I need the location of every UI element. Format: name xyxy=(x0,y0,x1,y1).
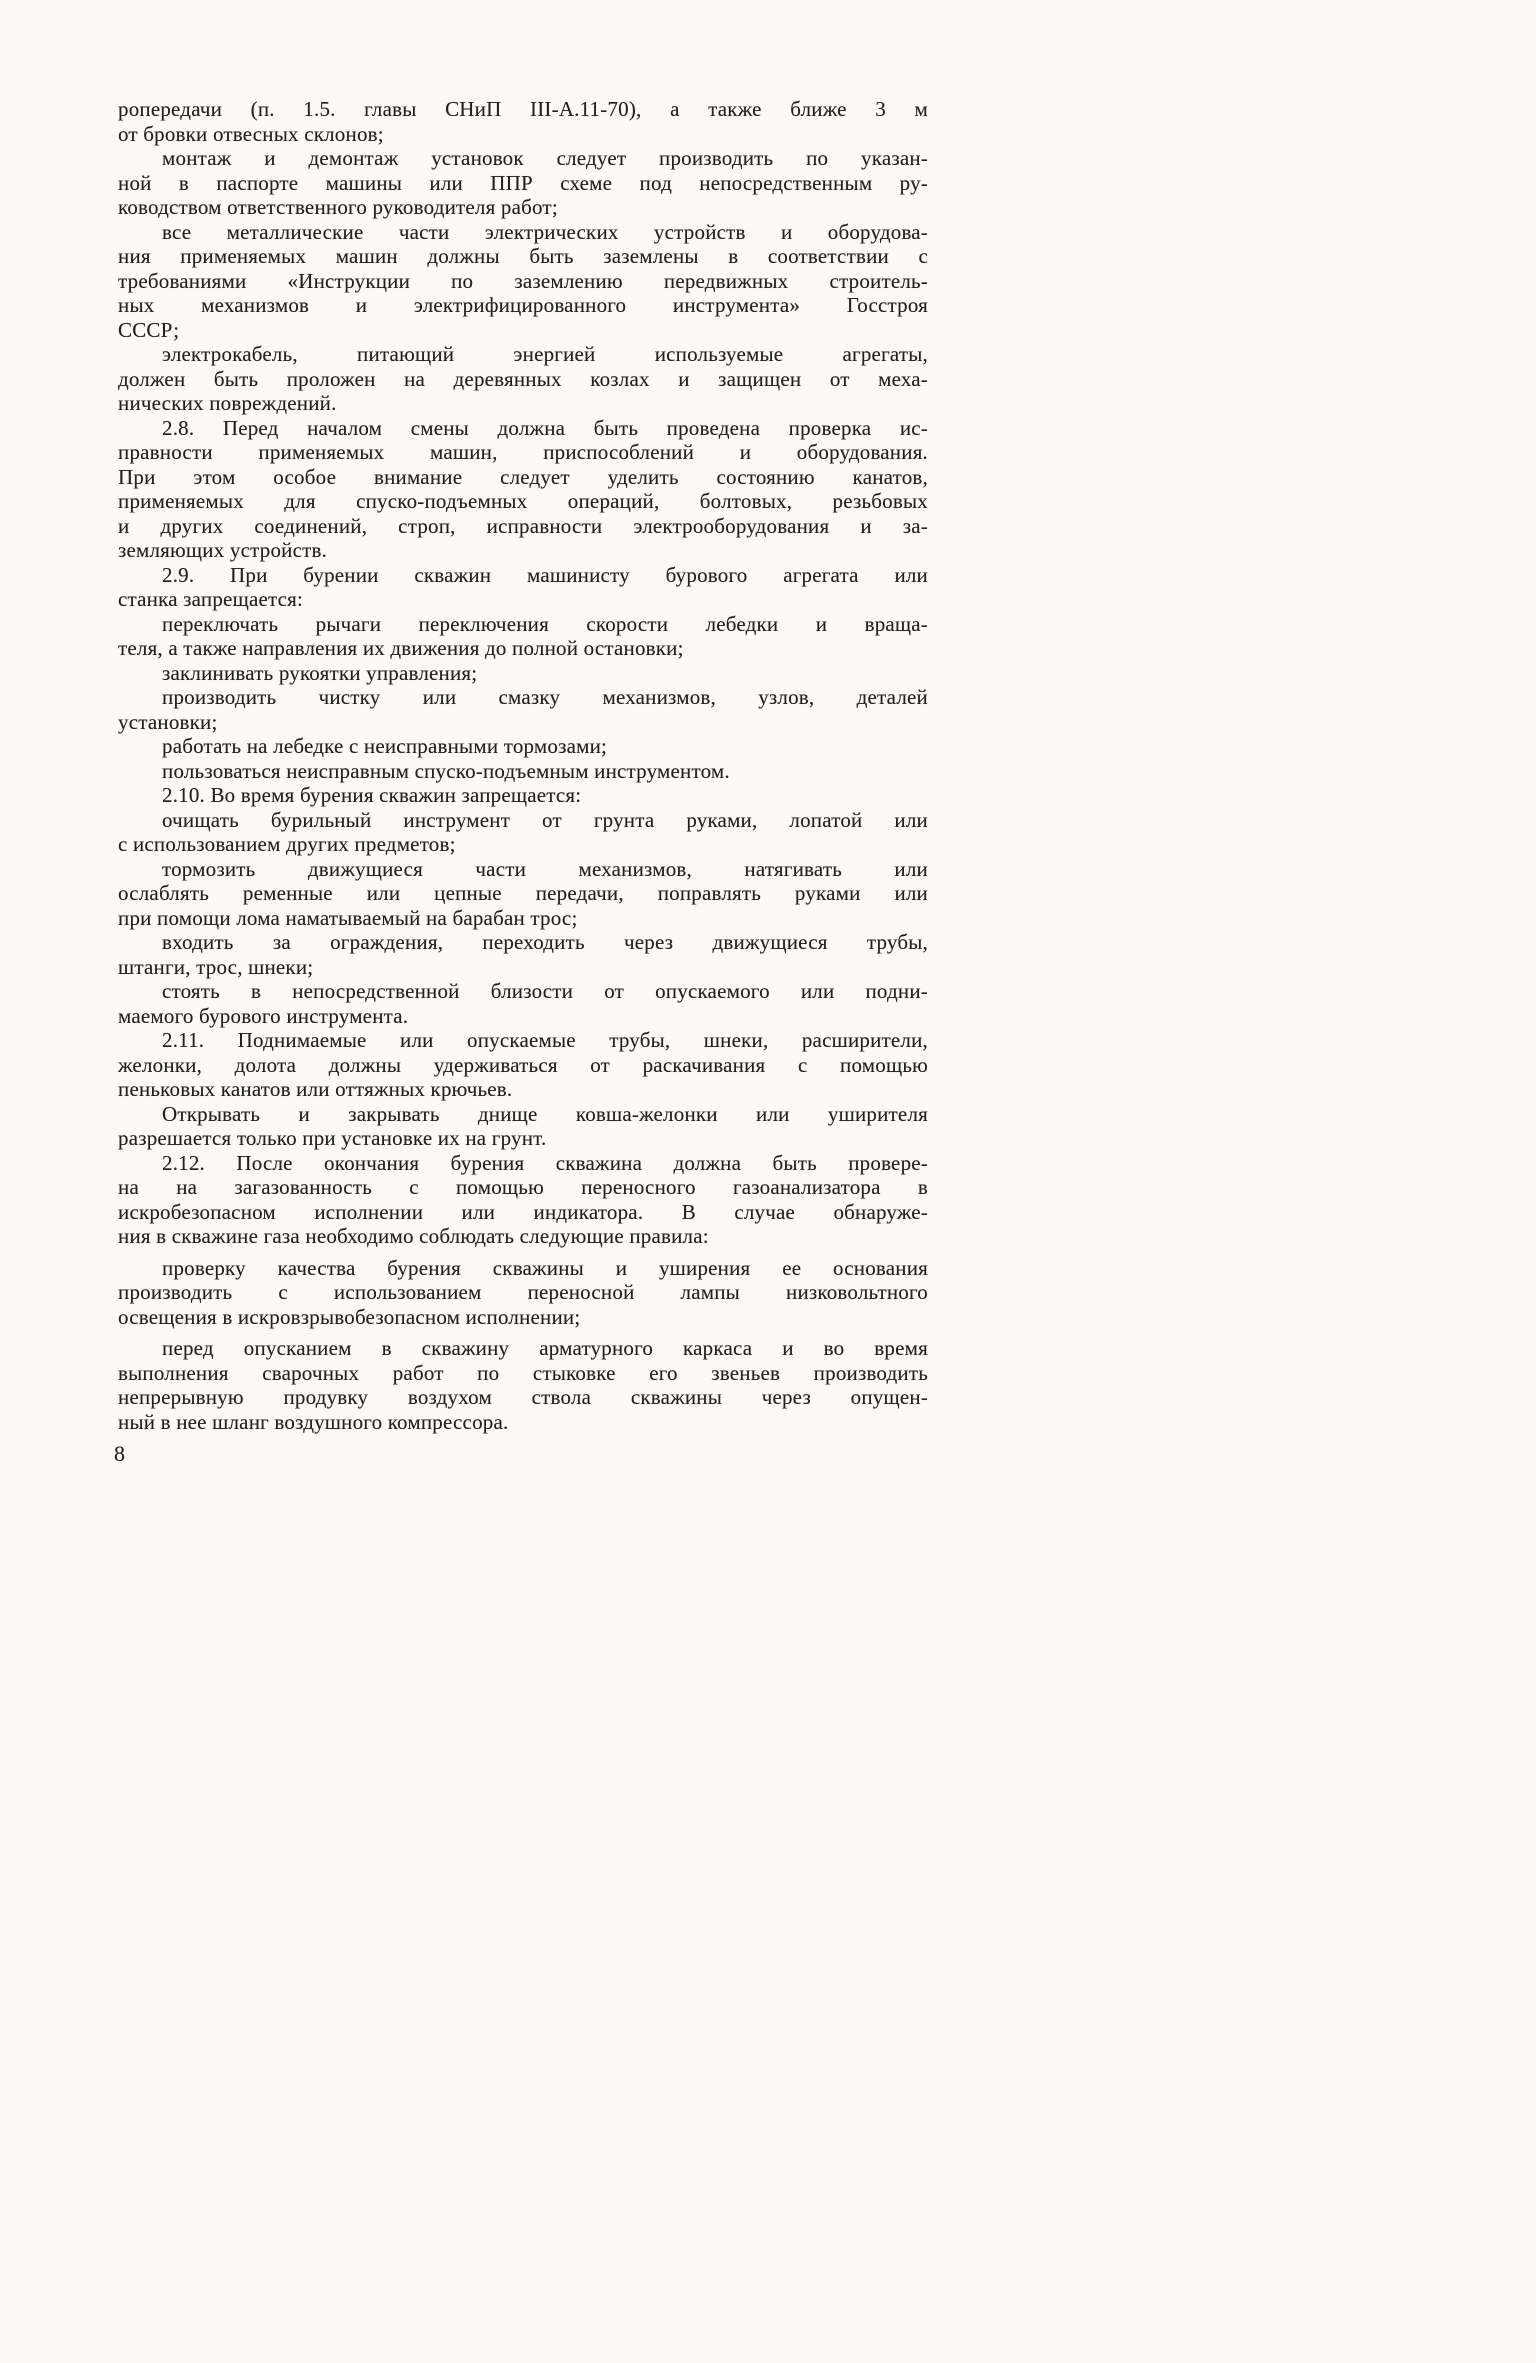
text-line: выполнения сварочных работ по стыковке его звеньев производить xyxy=(118,1360,928,1385)
text-line: на на загазованность с помощью переносного газоанализатора в xyxy=(118,1175,928,1199)
text-line: 2.9. При бурении скважин машинисту бурового агрегата или xyxy=(162,562,928,587)
text-line: тормозить движущиеся части механизмов, натягивать или xyxy=(162,856,928,881)
text-line: ных механизмов и электрифицированного инструмента» Госстроя xyxy=(118,293,928,317)
text-line: проверку качества бурения скважины и уширения ее основания xyxy=(162,1255,928,1280)
text-line: переключать рычаги переключения скорости лебедки и враща- xyxy=(162,611,928,636)
text-line: ослаблять ременные или цепные передачи, поправлять руками или xyxy=(118,881,928,905)
text-line: ной в паспорте машины или ППР схеме под непосредственным ру- xyxy=(118,170,928,195)
text-line: входить за ограждения, переходить через движущиеся трубы, xyxy=(162,930,928,954)
text-line: маемого бурового инструмента. xyxy=(118,1003,409,1028)
text-line: должен быть проложен на деревянных козлах и защищен от меха- xyxy=(118,366,928,391)
text-line: СССР; xyxy=(118,317,180,342)
text-line: очищать бурильный инструмент от грунта руками, лопатой или xyxy=(162,807,928,832)
text-line: ный в нее шланг воздушного компрессора. xyxy=(118,1409,509,1434)
text-line: требованиями «Инструкции по заземлению передвижных строитель- xyxy=(118,268,928,293)
text-line: земляющих устройств. xyxy=(118,538,328,562)
text-line: теля, а также направления их движения до полной остановки; xyxy=(118,636,684,660)
text-line: Открывать и закрывать днище ковша-желонки или уширителя xyxy=(162,1101,928,1126)
text-line: При этом особое внимание следует уделить состоянию канатов, xyxy=(118,464,928,489)
text-line: ководством ответственного руководителя работ; xyxy=(118,195,558,219)
text-line: установки; xyxy=(118,709,218,734)
text-line: электрокабель, питающий энергией используемые агрегаты, xyxy=(162,342,928,366)
text-block xyxy=(118,97,928,1434)
text-line: 2.8. Перед началом смены должна быть проведена проверка ис- xyxy=(162,415,928,440)
text-line: работать на лебедке с неисправными тормозами; xyxy=(162,734,608,758)
text-line: производить с использованием переносной лампы низковольтного xyxy=(118,1280,928,1304)
text-line: все металлические части электрических устройств и оборудова- xyxy=(162,219,928,244)
text-line: перед опусканием в скважину арматурного каркаса и во время xyxy=(162,1336,928,1360)
text-line: и других соединений, строп, исправности электрооборудования и за- xyxy=(118,513,928,538)
text-line: монтаж и демонтаж установок следует производить по указан- xyxy=(162,146,928,170)
text-line: при помощи лома наматываемый на барабан трос; xyxy=(118,905,578,930)
text-line: применяемых для спуско-подъемных операций, болтовых, резьбовых xyxy=(118,489,928,513)
text-line: непрерывную продувку воздухом ствола скважины через опущен- xyxy=(118,1385,928,1409)
text-line: ния в скважине газа необходимо соблюдать следующие правила: xyxy=(118,1224,709,1248)
text-line: 2.10. Во время бурения скважин запрещается: xyxy=(162,783,582,807)
text-line: заклинивать рукоятки управления; xyxy=(162,660,478,685)
text-line: желонки, долота должны удерживаться от раскачивания с помощью xyxy=(118,1052,928,1077)
text-line: правности применяемых машин, приспособлений и оборудования. xyxy=(118,440,928,464)
page-number: 8 xyxy=(114,1441,126,1466)
text-line: ропередачи (п. 1.5. главы СНиП III-А.11-70), а также ближе 3 м xyxy=(118,97,928,121)
text-line: 2.12. После окончания бурения скважина должна быть провере- xyxy=(162,1150,928,1175)
text-line: освещения в искровзрывобезопасном исполнении; xyxy=(118,1304,581,1329)
text-line: производить чистку или смазку механизмов, узлов, деталей xyxy=(162,685,928,709)
text-line: нических повреждений. xyxy=(118,391,337,415)
text-line: штанги, трос, шнеки; xyxy=(118,954,314,979)
text-line: искробезопасном исполнении или индикатора. В случае обнаруже- xyxy=(118,1199,928,1224)
text-line: разрешается только при установке их на грунт. xyxy=(118,1126,547,1150)
text-line: ния применяемых машин должны быть заземлены в соответствии с xyxy=(118,244,928,268)
text-line: пеньковых канатов или оттяжных крючьев. xyxy=(118,1077,513,1101)
text-line: 2.11. Поднимаемые или опускаемые трубы, шнеки, расширители, xyxy=(162,1028,928,1052)
text-line: с использованием других предметов; xyxy=(118,832,456,856)
text-line: стоять в непосредственной близости от опускаемого или подни- xyxy=(162,979,928,1003)
text-line: от бровки отвесных склонов; xyxy=(118,121,384,146)
text-line: пользоваться неисправным спуско-подъемным инструментом. xyxy=(162,758,730,783)
text-line: станка запрещается: xyxy=(118,587,304,611)
